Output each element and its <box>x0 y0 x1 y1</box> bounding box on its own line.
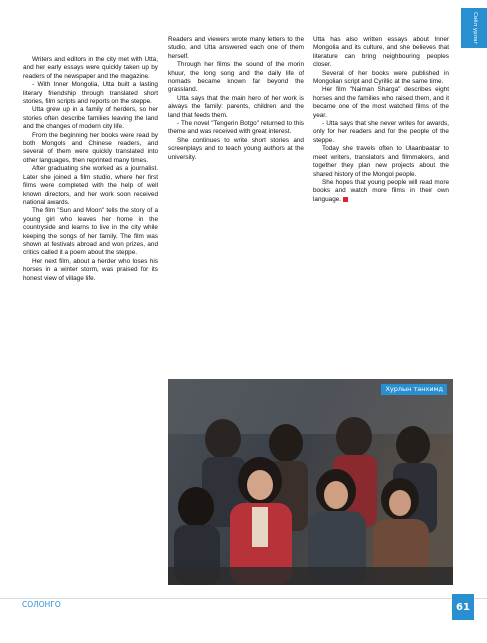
footer-divider <box>0 598 487 599</box>
paragraph: From the beginning her books were read by both Mongols and Chinese readers, and several of them were quickly translated into other languages, then reprinted many times. <box>23 131 158 164</box>
paragraph: Her film "Naiman Sharga" describes eight horses and the families who raised them, and it became one of the most watched films of the year. <box>313 86 449 119</box>
paragraph: - The novel "Tengerin Botgo" returned to this theme and was received with great interest. <box>168 120 304 136</box>
magazine-name: СОЛОНГО <box>22 600 61 609</box>
paragraph: After graduating she worked as a journalist. Later she joined a film studio, where her first films were completed with the help of well known directors, and her work soon received national awards. <box>23 165 158 206</box>
article-photo <box>168 379 453 585</box>
photo-caption: Хурлын танхимд <box>381 384 447 395</box>
article-column-2 <box>168 36 304 368</box>
last-paragraph-text: She hopes that young people will read more books and watch more films in their own language. <box>313 178 449 203</box>
paragraph: - Utta says that she never writes for awards, only for her readers and for the people of the steppe. <box>313 120 449 144</box>
hall-photo-image <box>168 379 453 585</box>
paragraph: Utta grew up in a family of herders, so her stories often describe families leaving the land and the changes of modern city life. <box>23 106 158 131</box>
paragraph: Her next film, about a herder who loses his horses in a winter storm, was praised for its honest view of village life. <box>23 257 158 282</box>
paragraph: She continues to write short stories and screenplays and to teach young authors at the university. <box>168 136 304 161</box>
paragraph: - With Inner Mongolia, Utta built a lasting literary friendship through translated short stories, film scripts and reports on the steppe. <box>23 81 158 106</box>
paragraph: Through her films the sound of the morin khuur, the long song and the daily life of nomads became known far beyond the grassland. <box>168 61 304 94</box>
paragraph: Utta says that the main hero of her work is always the family: parents, children and the land that feeds them. <box>168 94 304 119</box>
paragraph: Today she travels often to Ulaanbaatar to meet writers, translators and filmmakers, and together they plan new projects about the shared history of the Mongol people. <box>313 145 449 178</box>
paragraph: Writers and editors in the city met with Utta, and her early essays were quickly taken up by readers of the newspaper and the magazine. <box>23 56 158 80</box>
paragraph: Utta has also written essays about Inner Mongolia and its culture, and she believes that literature can bring neighbouring peoples closer. <box>313 36 449 69</box>
paragraph: Several of her books were published in Mongolian script and Cyrillic at the same time. <box>313 69 449 86</box>
paragraph: The film "Sun and Moon" tells the story of a young girl who leaves her home in the countryside and learns to live in the city while keeping the songs of her family. The film was shown at festivals abroad and won prizes, and critics called it a poem about the steppe. <box>23 207 158 257</box>
article-end-mark <box>343 197 348 202</box>
paragraph: Readers and viewers wrote many letters to the studio, and Utta answered each one of them herself. <box>168 36 304 60</box>
page-number: 61 <box>452 594 474 620</box>
paragraph <box>313 179 449 204</box>
section-tab-label: Соёл урлаг <box>471 11 478 45</box>
article-column-1 <box>23 56 158 592</box>
